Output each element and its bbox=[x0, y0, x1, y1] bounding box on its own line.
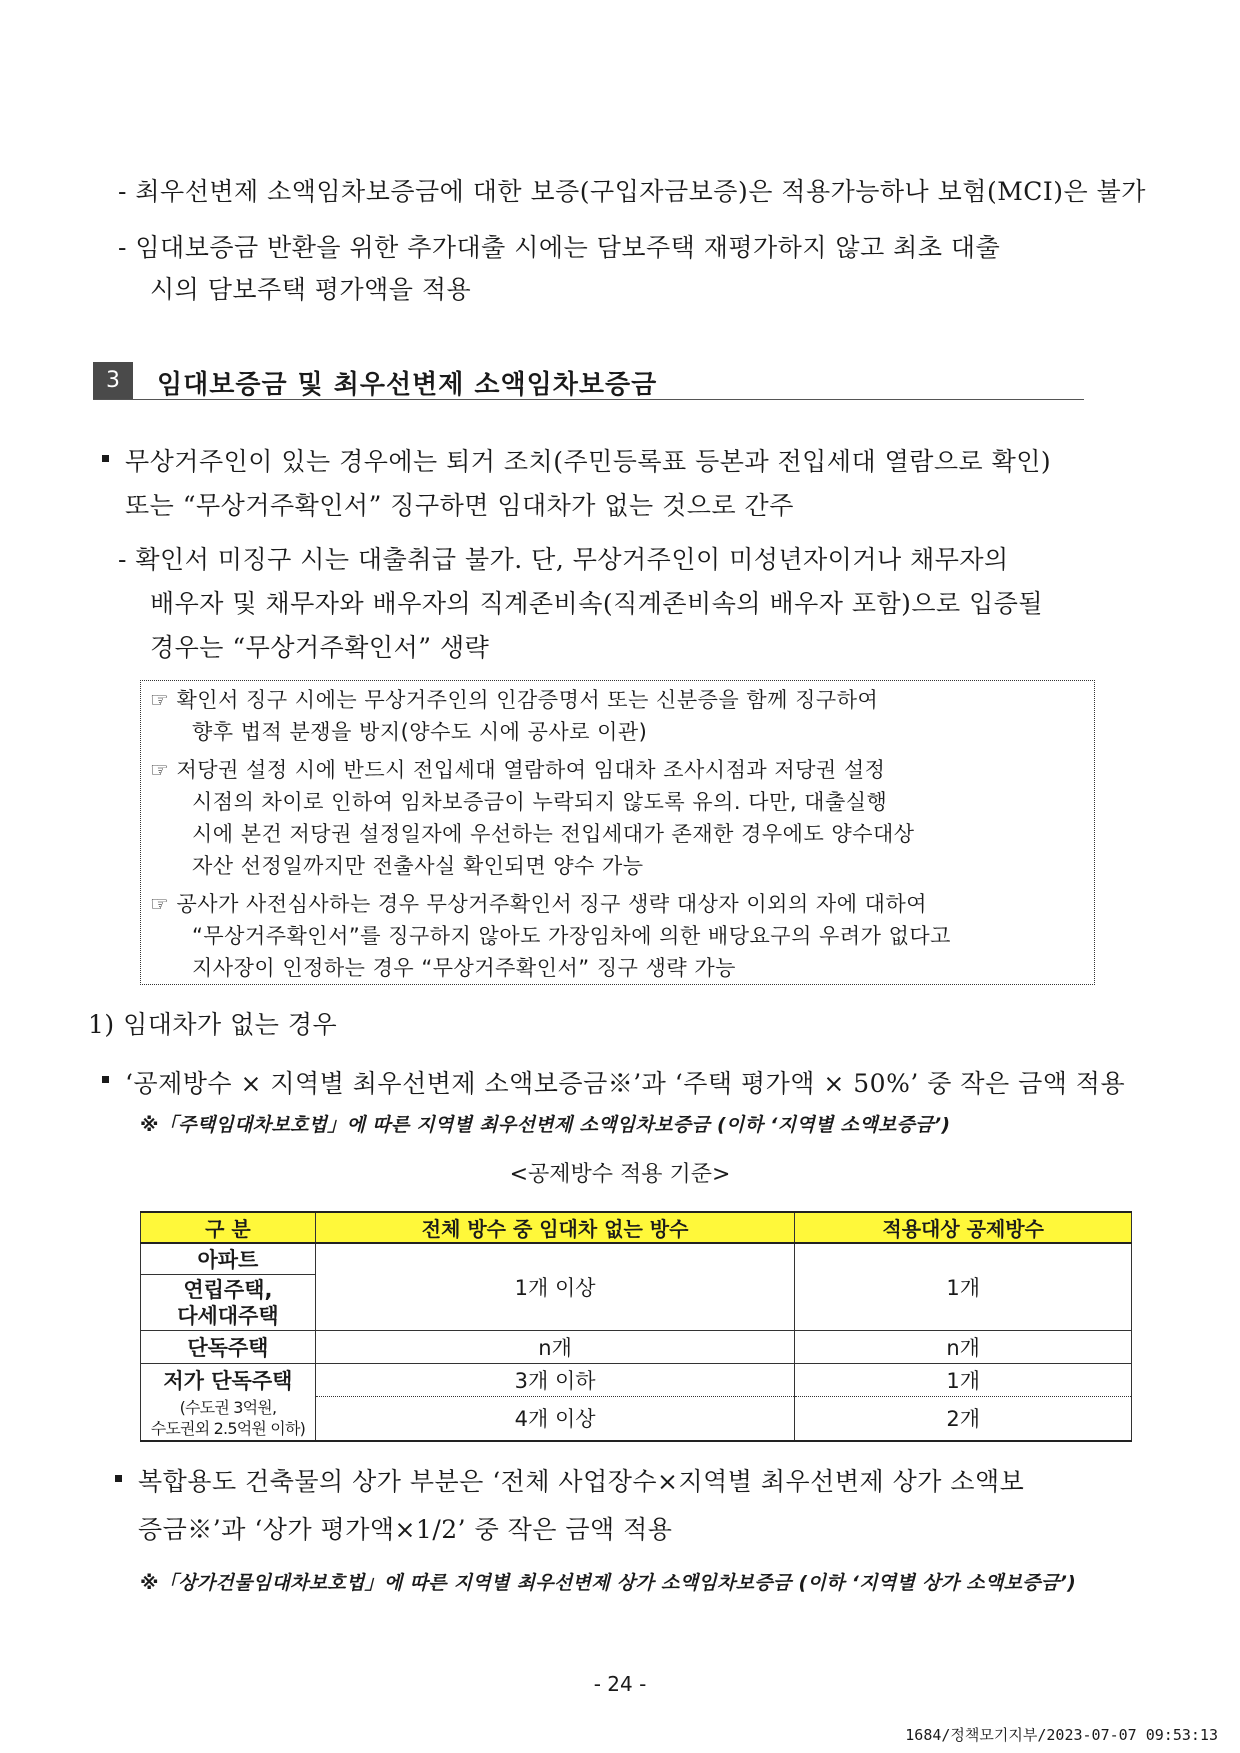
header-category: 구 분 bbox=[141, 1212, 316, 1243]
low-cost-note-line2: 수도권외 2.5억원 이하) bbox=[150, 1419, 306, 1438]
table-row bbox=[141, 1331, 1132, 1364]
box-item1-line1: ☞ 확인서 징구 시에는 무상거주인의 인감증명서 또는 신분증을 함께 징구하여 bbox=[150, 688, 879, 712]
low-deduct-value-b: 2개 bbox=[795, 1397, 1132, 1441]
footnote-2: ※「상가건물임대차보호법」에 따른 지역별 최우선변제 상가 소액임차보증금 (이하 ‘지역별 상가 소액보증금’) bbox=[140, 1572, 1077, 1594]
box-item3-line1: ☞ 공사가 사전심사하는 경우 무상거주확인서 징구 생략 대상자 이외의 자에 대하여 bbox=[150, 892, 928, 916]
box-item2-line4: 자산 선정일까지만 전출사실 확인되면 양수 가능 bbox=[192, 854, 644, 878]
para1-line-2: 또는 “무상거주확인서” 징구하면 임대차가 없는 것으로 간주 bbox=[125, 491, 794, 520]
square-bullet-icon bbox=[102, 1076, 109, 1083]
intro-line-2b: 시의 담보주택 평가액을 적용 bbox=[150, 275, 472, 304]
box-item2-line1: ☞ 저당권 설정 시에 반드시 전입세대 열람하여 임대차 조사시점과 저당권 설정 bbox=[150, 758, 886, 782]
table-caption: <공제방수 적용 기준> bbox=[509, 1162, 731, 1187]
box-item2-line2: 시점의 차이로 인하여 임차보증금이 누락되지 않도록 유의. 다만, 대출실행 bbox=[192, 790, 888, 814]
para4-line-2: 증금※’과 ‘상가 평가액×1/2’ 중 작은 금액 적용 bbox=[138, 1515, 673, 1544]
table-row bbox=[141, 1397, 1132, 1441]
section-title: 임대보증금 및 최우선변제 소액임차보증금 bbox=[157, 370, 658, 400]
intro-line-1: - 최우선변제 소액임차보증금에 대한 보증(구입자금보증)은 적용가능하나 보험(MCI)은 불가 bbox=[118, 177, 1146, 206]
box-item3-line3: 지사장이 인정하는 경우 “무상거주확인서” 징구 생략 가능 bbox=[192, 956, 736, 980]
box-item2-line3: 시에 본건 저당권 설정일자에 우선하는 전입세대가 존재한 경우에도 양수대상 bbox=[192, 822, 915, 846]
box-item3-line2: “무상거주확인서”를 징구하지 않아도 가장임차에 의한 배당요구의 우려가 없다고 bbox=[192, 924, 951, 948]
footer-stamp: 1684/정책모기지부/2023-07-07 09:53:13 bbox=[905, 1726, 1218, 1744]
table-row bbox=[141, 1243, 1132, 1275]
deduction-rooms-table bbox=[140, 1211, 1132, 1442]
header-deduction-rooms: 적용대상 공제방수 bbox=[795, 1212, 1132, 1243]
page-number: - 24 - bbox=[593, 1672, 647, 1696]
section-divider bbox=[93, 399, 1084, 400]
para2-line-3: 경우는 “무상거주확인서” 생략 bbox=[150, 633, 490, 662]
row-label-low-cost-detached: 저가 단독주택 bbox=[141, 1364, 316, 1397]
detached-deduct-value: n개 bbox=[795, 1331, 1132, 1364]
square-bullet-icon bbox=[115, 1475, 122, 1482]
table-row bbox=[141, 1364, 1132, 1397]
low-cost-note-line1: (수도권 3억원, bbox=[179, 1398, 277, 1417]
section-number: 3 bbox=[93, 362, 133, 400]
para1-line-1: 무상거주인이 있는 경우에는 퇴거 조치(주민등록표 등본과 전입세대 열람으로 확인) bbox=[125, 447, 1052, 476]
low-rooms-value-a: 3개 이하 bbox=[315, 1364, 795, 1397]
row-label-multi-family bbox=[141, 1275, 316, 1331]
square-bullet-icon bbox=[102, 455, 109, 462]
detached-rooms-value: n개 bbox=[315, 1331, 795, 1364]
row-label-multi-line2: 다세대주택 bbox=[177, 1303, 279, 1328]
row-label-low-cost-note bbox=[141, 1397, 316, 1441]
para2-line-1: - 확인서 미징구 시는 대출취급 불가. 단, 무상거주인이 미성년자이거나 채무자의 bbox=[118, 545, 1009, 574]
low-rooms-value-b: 4개 이상 bbox=[315, 1397, 795, 1441]
subheading-1: 1) 임대차가 없는 경우 bbox=[88, 1010, 338, 1039]
para4-line-1: 복합용도 건축물의 상가 부분은 ‘전체 사업장수×지역별 최우선변제 상가 소액보 bbox=[138, 1467, 1025, 1496]
para3: ‘공제방수 × 지역별 최우선변제 소액보증금※’과 ‘주택 평가액 × 50%’ 중 작은 금액 적용 bbox=[125, 1069, 1126, 1098]
footnote-1: ※「주택임대차보호법」에 따른 지역별 최우선변제 소액임차보증금 (이하 ‘지역별 소액보증금’) bbox=[140, 1114, 951, 1136]
row-label-multi-line1: 연립주택, bbox=[183, 1277, 273, 1302]
para2-line-2: 배우자 및 채무자와 배우자의 직계존비속(직계존비속의 배우자 포함)으로 입증될 bbox=[150, 589, 1044, 618]
multi-deduct-value: 1개 bbox=[795, 1243, 1132, 1331]
table-header-row bbox=[141, 1212, 1132, 1243]
multi-rooms-value: 1개 이상 bbox=[315, 1243, 795, 1331]
box-item1-line2: 향후 법적 분쟁을 방지(양수도 시에 공사로 이관) bbox=[192, 720, 648, 744]
header-rooms-without-lease: 전체 방수 중 임대차 없는 방수 bbox=[315, 1212, 795, 1243]
row-label-detached: 단독주택 bbox=[141, 1331, 316, 1364]
row-label-apartment: 아파트 bbox=[141, 1243, 316, 1275]
low-deduct-value-a: 1개 bbox=[795, 1364, 1132, 1397]
intro-line-2a: - 임대보증금 반환을 위한 추가대출 시에는 담보주택 재평가하지 않고 최초 대출 bbox=[118, 233, 1001, 262]
